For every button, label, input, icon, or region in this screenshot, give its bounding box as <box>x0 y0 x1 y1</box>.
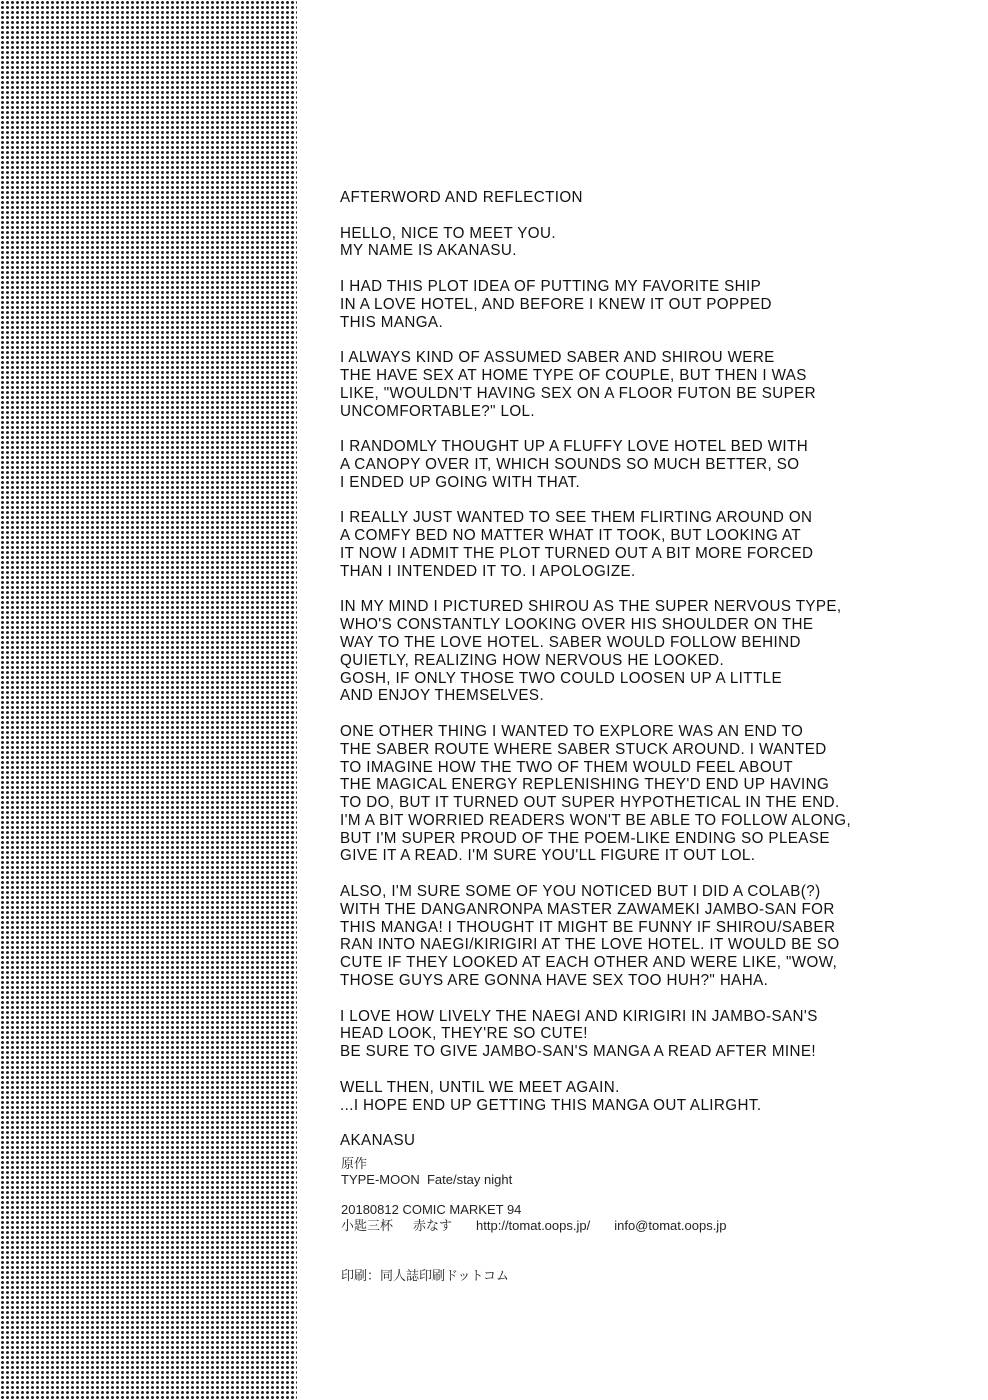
paragraph <box>340 509 967 580</box>
text-line: THIS MANGA. <box>340 313 444 331</box>
text-line: THE MAGICAL ENERGY REPLENISHING THEY'D END UP HAVING <box>340 776 830 794</box>
event-info: 20180812 COMIC MARKET 94 <box>341 1202 522 1217</box>
circle-info <box>341 1218 726 1234</box>
paragraph <box>340 598 967 705</box>
text-line: RAN INTO NAEGI/KIRIGIRI AT THE LOVE HOTEL. IT WOULD BE SO <box>340 936 840 954</box>
text-line: BUT I'M SUPER PROUD OF THE POEM-LIKE ENDING SO PLEASE <box>340 829 830 847</box>
text-line: A COMFY BED NO MATTER WHAT IT TOOK, BUT LOOKING AT <box>340 527 802 545</box>
text-line: I REALLY JUST WANTED TO SEE THEM FLIRTING AROUND ON <box>340 509 813 527</box>
text-line: I'M A BIT WORRIED READERS WON'T BE ABLE TO FOLLOW ALONG, <box>340 811 852 829</box>
text-line: QUIETLY, REALIZING HOW NERVOUS HE LOOKED. <box>340 651 725 669</box>
paragraph <box>340 225 967 261</box>
paragraph <box>340 1008 967 1061</box>
printer-info: 印刷：同人誌印刷ドットコム <box>341 1268 509 1283</box>
afterword-title: AFTERWORD AND REFLECTION <box>340 189 583 206</box>
text-line: THE SABER ROUTE WHERE SABER STUCK AROUND. I WANTED <box>340 740 827 758</box>
signature <box>340 1132 967 1150</box>
paragraph <box>340 349 967 420</box>
text-line: AKANASU <box>340 1132 416 1150</box>
text-line: IN A LOVE HOTEL, AND BEFORE I KNEW IT OUT POPPED <box>340 295 772 313</box>
text-line: HEAD LOOK, THEY'RE SO CUTE! <box>340 1025 588 1043</box>
text-line: GOSH, IF ONLY THOSE TWO COULD LOOSEN UP A LITTLE <box>340 669 782 687</box>
text-line: I LOVE HOW LIVELY THE NAEGI AND KIRIGIRI IN JAMBO-SAN'S <box>340 1007 818 1025</box>
text-line: GIVE IT A READ. I'M SURE YOU'LL FIGURE IT OUT LOL. <box>340 847 756 865</box>
original-work: TYPE-MOON Fate/stay night <box>341 1172 513 1187</box>
paragraph <box>340 438 967 491</box>
text-line: UNCOMFORTABLE?" LOL. <box>340 402 536 420</box>
circle-name: 小匙三杯 <box>341 1218 394 1233</box>
paragraph <box>340 723 967 865</box>
text-line: I ENDED UP GOING WITH THAT. <box>340 473 581 491</box>
text-line: THAN I INTENDED IT TO. I APOLOGIZE. <box>340 562 636 580</box>
text-line: ...I HOPE END UP GETTING THIS MANGA OUT ALIRGHT. <box>340 1096 762 1114</box>
text-line: THIS MANGA! I THOUGHT IT MIGHT BE FUNNY IF SHIROU/SABER <box>340 918 836 936</box>
afterword-body <box>340 225 967 1150</box>
text-line: THOSE GUYS ARE GONNA HAVE SEX TOO HUH?" HAHA. <box>340 972 769 990</box>
afterword-text <box>340 189 967 1168</box>
text-line: TO IMAGINE HOW THE TWO OF THEM WOULD FEEL ABOUT <box>340 758 794 776</box>
text-line: IT NOW I ADMIT THE PLOT TURNED OUT A BIT MORE FORCED <box>340 544 814 562</box>
text-line: WELL THEN, UNTIL WE MEET AGAIN. <box>340 1078 620 1096</box>
text-line: AND ENJOY THEMSELVES. <box>340 687 545 705</box>
paragraph <box>340 1079 967 1115</box>
text-line: ONE OTHER THING I WANTED TO EXPLORE WAS AN END TO <box>340 722 804 740</box>
paragraph <box>340 278 967 331</box>
text-line: MY NAME IS AKANASU. <box>340 242 517 260</box>
text-line: I RANDOMLY THOUGHT UP A FLUFFY LOVE HOTEL BED WITH <box>340 438 809 456</box>
text-line: LIKE, "WOULDN'T HAVING SEX ON A FLOOR FUTON BE SUPER <box>340 384 817 402</box>
text-line: BE SURE TO GIVE JAMBO-SAN'S MANGA A READ AFTER MINE! <box>340 1043 817 1061</box>
author-name: 赤なす <box>413 1218 453 1233</box>
halftone-pattern-panel <box>0 0 297 1400</box>
colophon <box>341 1156 726 1284</box>
text-line: IN MY MIND I PICTURED SHIROU AS THE SUPER NERVOUS TYPE, <box>340 598 842 616</box>
text-line: ALSO, I'M SURE SOME OF YOU NOTICED BUT I DID A COLAB(?) <box>340 883 821 901</box>
email-link[interactable]: info@tomat.oops.jp <box>614 1218 727 1233</box>
website-link[interactable]: http://tomat.oops.jp/ <box>476 1218 591 1233</box>
text-line: CUTE IF THEY LOOKED AT EACH OTHER AND WERE LIKE, "WOW, <box>340 954 838 972</box>
text-line: WITH THE DANGANRONPA MASTER ZAWAMEKI JAMBO-SAN FOR <box>340 900 835 918</box>
text-line: A CANOPY OVER IT, WHICH SOUNDS SO MUCH BETTER, SO <box>340 455 800 473</box>
original-work-label: 原作 <box>341 1156 368 1171</box>
text-line: WAY TO THE LOVE HOTEL. SABER WOULD FOLLOW BEHIND <box>340 633 801 651</box>
text-line: I ALWAYS KIND OF ASSUMED SABER AND SHIROU WERE <box>340 349 775 367</box>
text-line: THE HAVE SEX AT HOME TYPE OF COUPLE, BUT THEN I WAS <box>340 366 807 384</box>
paragraph <box>340 883 967 990</box>
text-line: WHO'S CONSTANTLY LOOKING OVER HIS SHOULDER ON THE <box>340 616 814 634</box>
text-line: TO DO, BUT IT TURNED OUT SUPER HYPOTHETICAL IN THE END. <box>340 794 840 812</box>
text-line: HELLO, NICE TO MEET YOU. <box>340 224 556 242</box>
text-line: I HAD THIS PLOT IDEA OF PUTTING MY FAVORITE SHIP <box>340 277 762 295</box>
